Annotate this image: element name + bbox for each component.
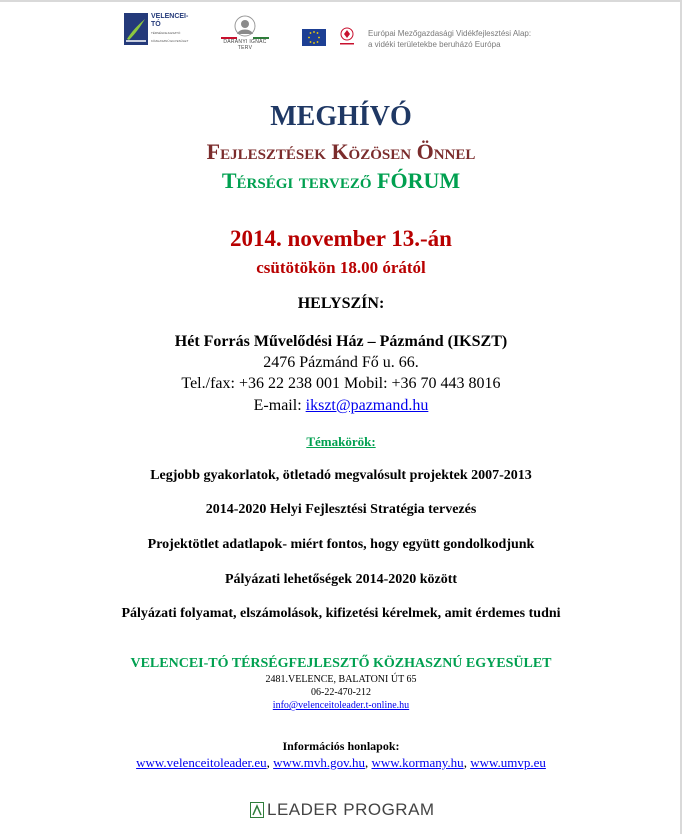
eu-fund-text [368,28,531,50]
leader-program-logo [250,800,435,820]
topic-item: Projektötlet adatlapok- miért fontos, hogy együtt gondolkodjunk [147,537,535,552]
link-separator: , [365,755,372,770]
organization-phone: 06-22-470-212 [311,687,371,698]
link-separator: , [463,755,471,770]
link-velenceitoleader[interactable]: www.velenceitoleader.eu [136,755,267,770]
venue-address: 2476 Pázmánd Fő u. 66. [263,354,419,371]
topic-item: Pályázati folyamat, elszámolások, kifizetési kérelmek, amit érdemes tudni [121,606,561,621]
eu-text-line1: Európai Mezőgazdasági Vidékfejlesztési Alap: [368,29,532,38]
eu-flag-icon [302,29,326,46]
logo2-text: DARÁNYI IGNÁC TERV [223,39,267,51]
leader-program-text: LEADER PROGRAM [267,800,435,819]
event-time: csütötökön 18.00 órától [256,258,426,277]
daranyi-logo [221,14,269,51]
topics-heading: Témakörök: [306,434,376,449]
link-mvh[interactable]: www.mvh.gov.hu [273,755,365,770]
subtitle-forum: Térségi tervező FÓRUM [221,168,461,193]
location-heading: HELYSZÍN: [297,295,385,312]
topic-item: 2014-2020 Helyi Fejlesztési Stratégia tervezés [205,502,477,517]
leader-square-icon [250,802,264,818]
venue-email-link[interactable]: ikszt@pazmand.hu [305,397,429,414]
info-links [0,755,682,771]
link-kormany[interactable]: www.kormany.hu [371,755,464,770]
link-umvp[interactable]: www.umvp.eu [470,755,546,770]
topic-item: Legjobb gyakorlatok, ötletadó megvalósult projektek 2007-2013 [150,468,532,483]
velencei-to-logo [124,13,188,45]
ministry-emblem-icon [338,26,356,48]
venue-email-line [0,397,682,415]
topic-item: Pályázati lehetőségek 2014-2020 között [224,572,458,587]
portrait-icon [221,14,269,40]
info-heading: Információs honlapok: [282,739,400,753]
velencei-leaf-icon [124,13,148,45]
link-separator: , [266,755,274,770]
subtitle-development: Fejlesztések Közösen Önnel [206,139,476,164]
venue-phone: Tel./fax: +36 22 238 001 Mobil: +36 70 443 8016 [181,375,501,392]
organization-address: 2481.VELENCE, BALATONI ÚT 65 [265,674,417,685]
logo1-text: VELENCEI-TÓ [151,13,189,28]
eu-text-line2: a vidéki területekbe beruházó Európa [368,40,501,49]
email-label: E-mail: [253,397,306,414]
page-title: MEGHÍVÓ [270,101,412,132]
logo1-subtext: TÉRSÉGFEJLESZTŐ KÖZHASZNÚ EGYESÜLET [151,31,189,43]
event-date: 2014. november 13.-án [230,226,452,251]
organization-name: VELENCEI-TÓ TÉRSÉGFEJLESZTŐ KÖZHASZNÚ EGYESÜLET [130,656,552,671]
organization-email-link[interactable]: info@velenceitoleader.t-online.hu [272,700,410,711]
organization-email-line [0,700,682,711]
venue-name: Hét Forrás Művelődési Ház – Pázmánd (IKSZT) [174,333,508,350]
top-border [0,0,682,2]
